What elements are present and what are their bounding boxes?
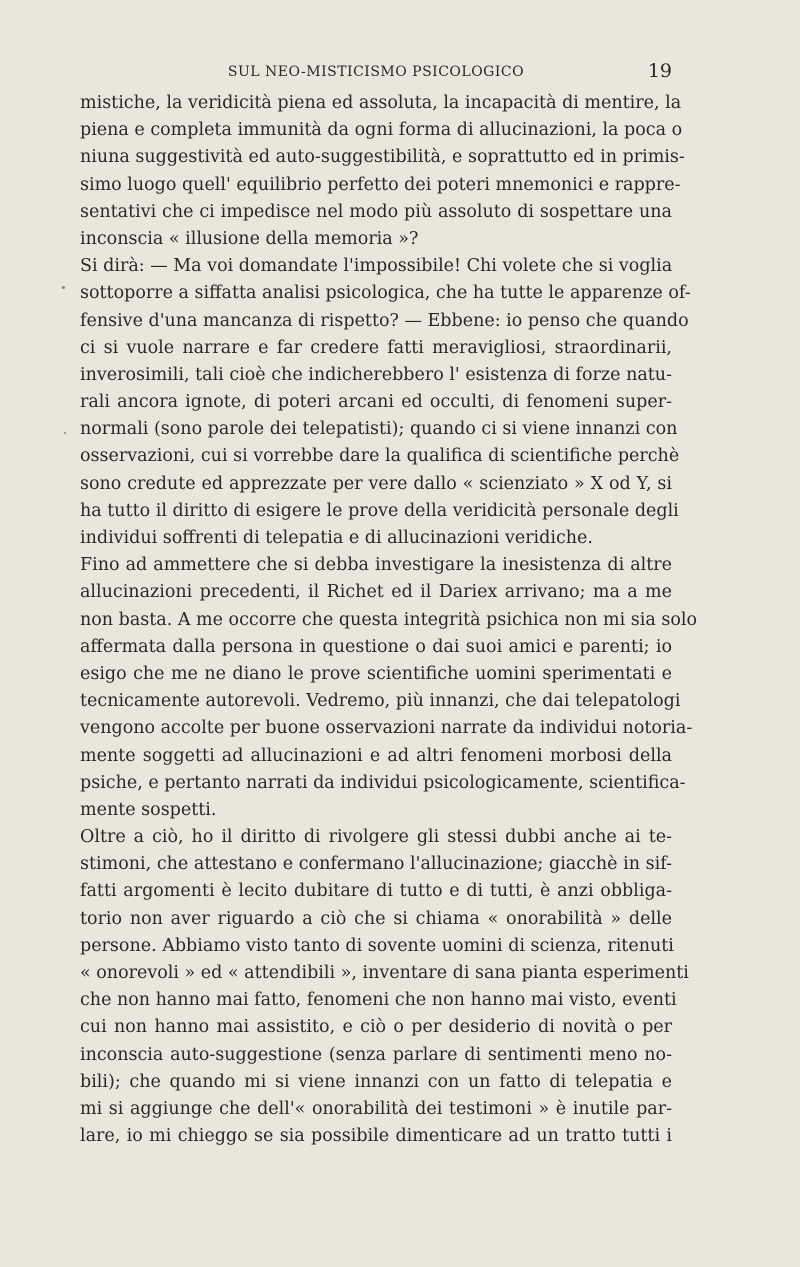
text-line: normali (sono parole dei telepatisti); quando ci si viene innanzi con [80, 419, 678, 440]
text-line: non basta. A me occorre che questa integrità psichica non mi sia solo [80, 609, 698, 630]
paper-speck [64, 432, 66, 434]
text-line: ci si vuole narrare e far credere fatti meravigliosi, straordinarii, [80, 337, 672, 358]
text-line: piena e completa immunità da ogni forma di allucinazioni, la poca o [80, 120, 683, 141]
text-line: rali ancora ignote, di poteri arcani ed occulti, di fenomeni super- [80, 392, 672, 413]
text-line: simo luogo quell' equilibrio perfetto dei poteri mnemonici e rappre- [80, 174, 681, 195]
text-line: psiche, e pertanto narrati da individui psicologicamente, scientifica- [80, 772, 686, 793]
text-line: sono credute ed apprezzate per vere dallo « scienziato » X od Y, si [80, 473, 672, 494]
text-line: vengono accolte per buone osservazioni narrate da individui notoria- [80, 718, 693, 739]
page-number: 19 [647, 60, 672, 82]
text-line: ha tutto il diritto di esigere le prove della veridicità personale degli [80, 500, 679, 521]
text-line: « onorevoli » ed « attendibili », inventare di sana pianta esperimenti [80, 963, 689, 983]
text-line: bili); che quando mi si viene innanzi con un fatto di telepatia e [80, 1071, 672, 1092]
text-line: mistiche, la veridicità piena ed assoluta, la incapacità di mentire, la [80, 93, 682, 113]
text-line: sentativi che ci impedisce nel modo più assoluto di sospettare una [80, 201, 672, 222]
text-line: mi si aggiunge che dell'« onorabilità dei testimoni » è inutile par- [80, 1098, 672, 1119]
text-line: fatti argomenti è lecito dubitare di tutto e di tutti, è anzi obbliga- [80, 881, 672, 902]
text-line: mente sospetti. [80, 799, 217, 820]
text-line: individui soffrenti di telepatia e di allucinazioni veridiche. [80, 528, 593, 548]
text-line: mente soggetti ad allucinazioni e ad altri fenomeni morbosi della [80, 745, 672, 766]
text-line: lare, io mi chieggo se sia possibile dimenticare ad un tratto tutti i [80, 1126, 672, 1147]
text-line: tecnicamente autorevoli. Vedremo, più innanzi, che dai telepatologi [80, 691, 681, 712]
text-line: Oltre a ciò, ho il diritto di rivolgere gli stessi dubbi anche ai te- [80, 827, 672, 848]
text-line: inconscia « illusione della memoria »? [80, 228, 419, 249]
text-line: allucinazioni precedenti, il Richet ed il Dariex arrivano; ma a me [80, 582, 672, 603]
text-line: fensive d'una mancanza di rispetto? — Ebbene: io penso che quando [80, 310, 689, 331]
text-line: che non hanno mai fatto, fenomeni che non hanno mai visto, eventi [80, 990, 677, 1011]
text-line: inconscia auto-suggestione (senza parlare di sentimenti meno no- [80, 1044, 672, 1065]
text-line: Fino ad ammettere che si debba investigare la inesistenza di altre [80, 555, 672, 576]
text-line: cui non hanno mai assistito, e ciò o per desiderio di novità o per [80, 1017, 672, 1038]
text-line: stimoni, che attestano e confermano l'allucinazione; giacchè in sif- [80, 854, 672, 875]
text-line: sottoporre a siffatta analisi psicologica, che ha tutte le apparenze of- [80, 283, 691, 304]
text-line: Si dirà: — Ma voi domandate l'impossibile! Chi volete che si voglia [80, 256, 673, 277]
text-line: affermata dalla persona in questione o dai suoi amici e parenti; io [80, 636, 672, 657]
running-title: SUL NEO-MISTICISMO PSICOLOGICO [227, 64, 525, 80]
text-line: torio non aver riguardo a ciò che si chiama « onorabilità » delle [80, 908, 672, 929]
text-line: inverosimili, tali cioè che indicherebbero l' esistenza di forze natu- [80, 364, 672, 385]
text-line: esigo che me ne diano le prove scientifiche uomini sperimentati e [80, 663, 672, 684]
page-header [80, 60, 672, 86]
text-line: niuna suggestività ed auto-suggestibilità, e soprattutto ed in primis- [80, 147, 685, 168]
text-line: persone. Abbiamo visto tanto di sovente uomini di scienza, ritenuti [80, 935, 674, 956]
text-line: osservazioni, cui si vorrebbe dare la qualifica di scientifiche perchè [80, 446, 680, 467]
body-text [80, 90, 698, 1150]
paper-speck [62, 286, 65, 289]
